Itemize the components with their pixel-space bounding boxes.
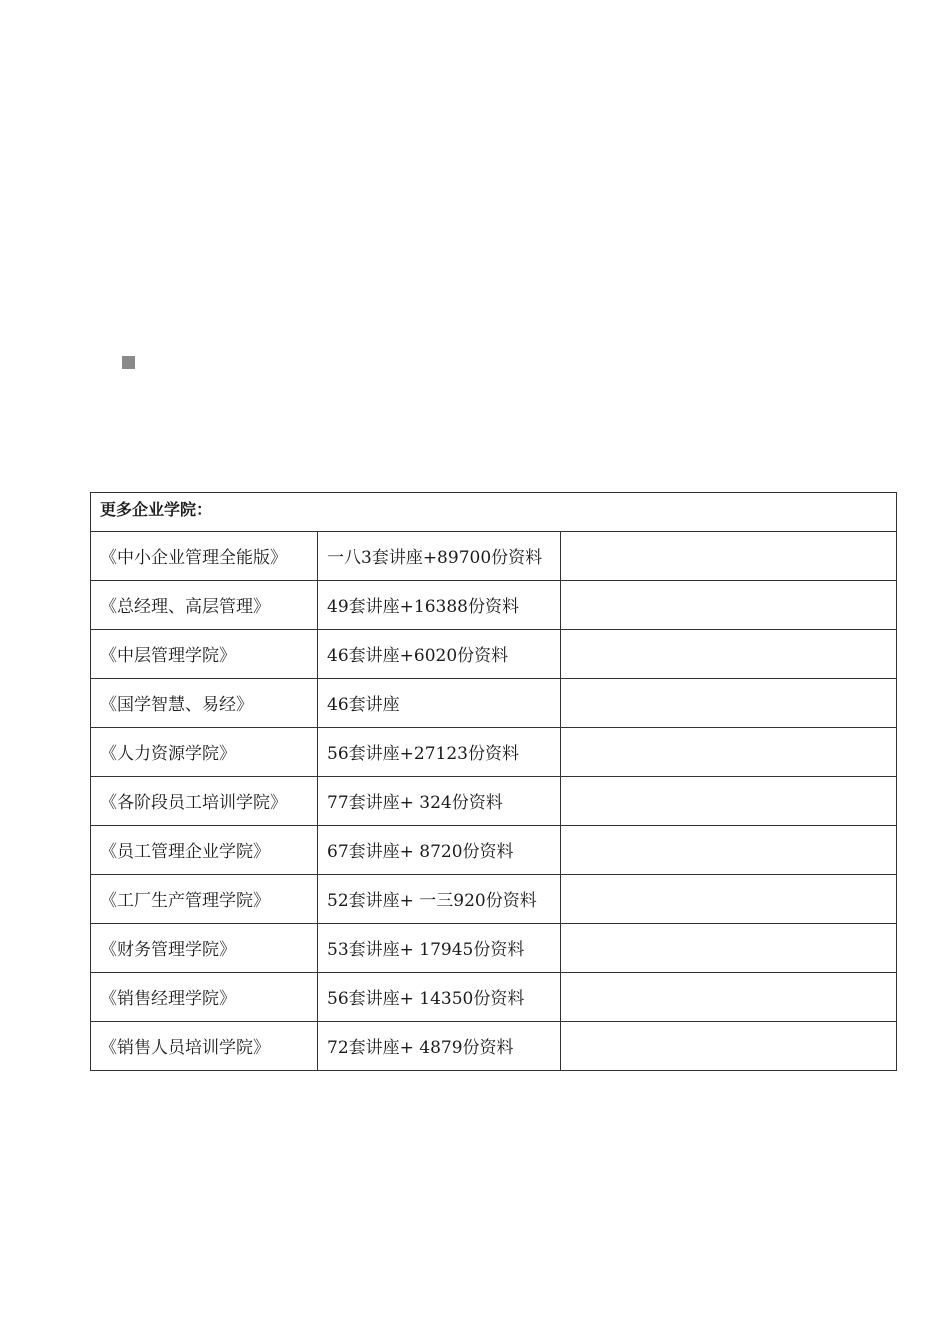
table-row bbox=[91, 532, 897, 581]
course-note bbox=[561, 924, 897, 973]
course-content: 72套讲座+ 4879份资料 bbox=[318, 1022, 561, 1071]
table-row bbox=[91, 875, 897, 924]
course-name: 《工厂生产管理学院》 bbox=[91, 875, 318, 924]
course-content: 56套讲座+ 14350份资料 bbox=[318, 973, 561, 1022]
course-content: 46套讲座+6020份资料 bbox=[318, 630, 561, 679]
course-content: 77套讲座+ 324份资料 bbox=[318, 777, 561, 826]
table-row bbox=[91, 826, 897, 875]
course-name: 《国学智慧、易经》 bbox=[91, 679, 318, 728]
table-row bbox=[91, 630, 897, 679]
course-note bbox=[561, 630, 897, 679]
table-header: 更多企业学院： bbox=[91, 493, 897, 532]
course-name: 《销售经理学院》 bbox=[91, 973, 318, 1022]
table-row bbox=[91, 679, 897, 728]
course-name: 《销售人员培训学院》 bbox=[91, 1022, 318, 1071]
course-name: 《中小企业管理全能版》 bbox=[91, 532, 318, 581]
course-content: 67套讲座+ 8720份资料 bbox=[318, 826, 561, 875]
course-name: 《人力资源学院》 bbox=[91, 728, 318, 777]
course-note bbox=[561, 826, 897, 875]
course-note bbox=[561, 581, 897, 630]
course-name: 《员工管理企业学院》 bbox=[91, 826, 318, 875]
course-note bbox=[561, 973, 897, 1022]
square-bullet-icon bbox=[122, 356, 135, 369]
course-content: 49套讲座+16388份资料 bbox=[318, 581, 561, 630]
course-note bbox=[561, 679, 897, 728]
course-content: 56套讲座+27123份资料 bbox=[318, 728, 561, 777]
course-note bbox=[561, 875, 897, 924]
table-row bbox=[91, 728, 897, 777]
course-content: 52套讲座+ 一三920份资料 bbox=[318, 875, 561, 924]
course-content: 一八3套讲座+89700份资料 bbox=[318, 532, 561, 581]
table-row bbox=[91, 973, 897, 1022]
course-name: 《各阶段员工培训学院》 bbox=[91, 777, 318, 826]
course-table bbox=[90, 492, 897, 1071]
course-note bbox=[561, 532, 897, 581]
course-name: 《中层管理学院》 bbox=[91, 630, 318, 679]
table-row bbox=[91, 1022, 897, 1071]
table-row bbox=[91, 777, 897, 826]
table-row bbox=[91, 924, 897, 973]
course-content: 53套讲座+ 17945份资料 bbox=[318, 924, 561, 973]
course-name: 《总经理、高层管理》 bbox=[91, 581, 318, 630]
course-content: 46套讲座 bbox=[318, 679, 561, 728]
course-name: 《财务管理学院》 bbox=[91, 924, 318, 973]
course-note bbox=[561, 777, 897, 826]
table-row bbox=[91, 581, 897, 630]
course-note bbox=[561, 1022, 897, 1071]
course-note bbox=[561, 728, 897, 777]
